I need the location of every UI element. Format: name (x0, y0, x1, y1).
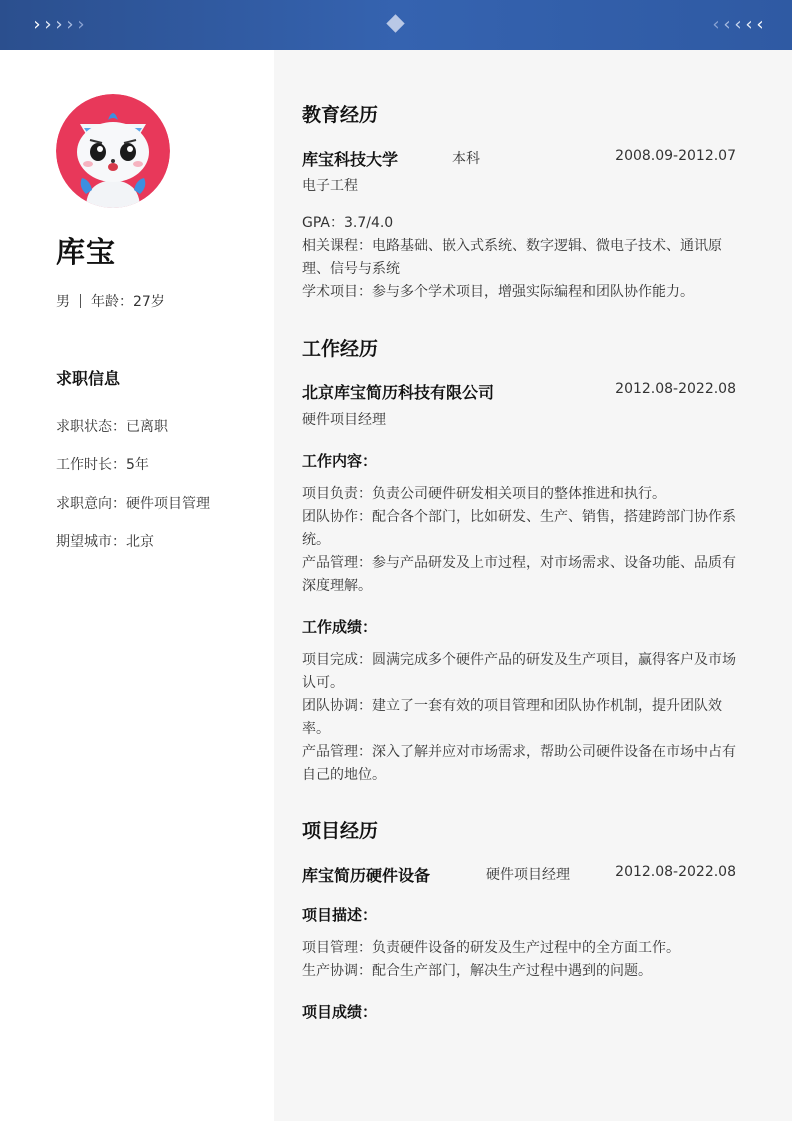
work-title: 工作经历 (302, 338, 379, 360)
gpa: GPA：3.7/4.0 (302, 215, 394, 231)
company-name: 北京库宝简历科技有限公司 (302, 383, 495, 402)
work-years: 工作时长：5年 (56, 457, 149, 473)
work-content-title: 工作内容： (302, 452, 378, 470)
academic-projects: 学术项目：参与多个学术项目，增强实际编程和团队协作能力。 (302, 284, 694, 300)
work-content (302, 483, 742, 598)
job-intent-title: 求职信息 (56, 369, 121, 388)
work-content-line: 产品管理：参与产品研发及上市过程，对市场需求、设备功能、品质有深度理解。 (302, 555, 736, 594)
major: 电子工程 (302, 178, 358, 194)
education-title: 教育经历 (302, 104, 379, 126)
job-target: 求职意向：硬件项目管理 (56, 496, 210, 512)
work-content-line: 团队协作：配合各个部门，比如研发、生产、销售，搭建跨部门协作系统。 (302, 509, 736, 548)
gender: 男 (56, 294, 70, 310)
work-achievement-line: 产品管理：深入了解并应对市场需求，帮助公司硬件设备在市场中占有自己的地位。 (302, 744, 736, 783)
project-achievement-title: 项目成绩： (302, 1003, 378, 1021)
education-details (302, 212, 742, 304)
work-achievement-line: 项目完成：圆满完成多个硬件产品的研发及生产项目，赢得客户及市场认可。 (302, 652, 736, 691)
courses: 相关课程：电路基础、嵌入式系统、数字逻辑、微电子技术、通讯原理、信号与系统 (302, 238, 722, 277)
top-banner (0, 0, 792, 50)
project-desc-title: 项目描述： (302, 906, 378, 924)
project-desc-line: 项目管理：负责硬件设备的研发及生产过程中的全方面工作。 (302, 940, 680, 956)
age: 年龄：27岁 (91, 294, 165, 310)
candidate-name: 库宝 (56, 235, 117, 269)
work-achievements (302, 649, 742, 787)
work-content-line: 项目负责：负责公司硬件研发相关项目的整体推进和执行。 (302, 486, 666, 502)
job-position: 硬件项目经理 (302, 412, 386, 428)
expected-city: 期望城市：北京 (56, 534, 154, 550)
work-achievement-line: 团队协调：建立了一套有效的项目管理和团队协作机制，提升团队效率。 (302, 698, 722, 737)
job-status: 求职状态：已离职 (56, 419, 168, 435)
sidebar (0, 50, 274, 1121)
chevrons-right-decoration: › › › › › (33, 14, 82, 35)
work-achievement-title: 工作成绩： (302, 618, 378, 636)
project-title: 项目经历 (302, 820, 379, 842)
project-desc-line: 生产协调：配合生产部门，解决生产过程中遇到的问题。 (302, 963, 652, 979)
project-description (302, 937, 742, 983)
school-name: 库宝科技大学 (302, 150, 399, 169)
project-name: 库宝简历硬件设备 (302, 866, 431, 885)
project-role: 硬件项目经理 (486, 867, 570, 883)
work-period: 2012.08-2022.08 (615, 381, 736, 397)
main-content (274, 50, 792, 1121)
project-period: 2012.08-2022.08 (615, 864, 736, 880)
education-period: 2008.09-2012.07 (615, 148, 736, 164)
divider (80, 294, 81, 308)
chevrons-left-decoration: ‹ ‹ ‹ ‹ ‹ (712, 14, 761, 35)
basic-info (56, 291, 165, 311)
avatar (56, 94, 170, 208)
degree: 本科 (452, 151, 480, 167)
cat-mascot-icon (56, 94, 170, 208)
diamond-icon (386, 14, 404, 32)
